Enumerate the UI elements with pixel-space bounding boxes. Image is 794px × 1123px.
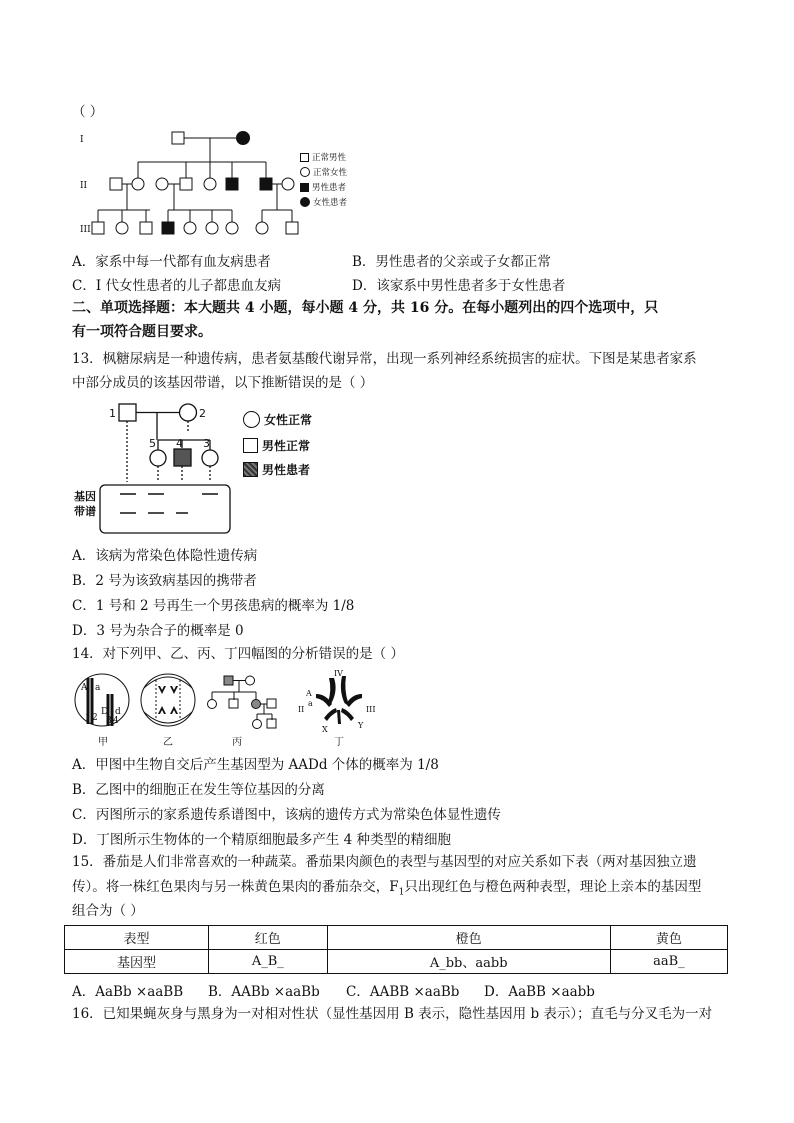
affected-female-icon [300,197,310,207]
table-cell: A_B_ [209,950,328,974]
fig-jia [75,674,129,726]
gen-label-1: I [80,135,84,145]
chromosome-label: a [308,699,313,708]
q14-stem: 14．对下列甲、乙、丙、丁四幅图的分析错误的是（ ） [72,646,404,662]
phenotype-genotype-table [64,925,728,974]
fig-label-bing: 丙 [232,737,242,748]
chromosome-label: III [366,705,376,714]
fig-ding [316,676,362,724]
q14-option-c[interactable]: C．丙图所示的家系遗传系谱图中，该病的遗传方式为常染色体显性遗传 [72,807,501,823]
q12-option-b[interactable]: B．男性患者的父亲或子女都正常 [352,254,551,270]
q13-option-d[interactable]: D．3 号为杂合子的概率是 0 [72,623,244,639]
q12-option-c[interactable]: C．I 代女性患者的儿子都患血友病 [72,278,281,294]
legend-label: 女性正常 [264,413,313,427]
allele-label: a [95,683,101,693]
normal-male-icon [243,438,258,453]
member-number: 3 [203,437,210,450]
q14-option-d[interactable]: D．丁图所示生物体的一个精原细胞最多产生 4 种类型的精细胞 [72,832,451,848]
q15-option-d[interactable]: D．AaBB ×aabb [484,984,595,1000]
subscript: 1 [398,887,405,898]
allele-label: A [81,683,88,693]
legend-label: 女性患者 [313,198,348,208]
normal-female-icon [300,167,310,177]
q13-option-c[interactable]: C．1 号和 2 号再生一个男孩患病的概率为 1/8 [72,598,355,614]
legend-label: 正常男性 [312,153,347,163]
fig-label-yi: 乙 [163,737,173,748]
member-number: 1 [109,407,116,420]
q12-option-a[interactable]: A．家系中每一代都有血友病患者 [72,254,271,270]
chromosome-label: IV [334,669,343,678]
section-heading-line2: 有一项符合题目要求。 [72,324,212,340]
q14-figures [72,668,392,748]
fig-bing [208,676,277,729]
chromosome-label: II [298,705,305,714]
table-cell: A_bb、aabb [327,950,610,974]
fig-label-ding: 丁 [334,737,344,748]
q15-stem-text: 只出现红色与橙色两种表型，理论上亲本的基因型 [404,879,702,895]
allele-label: 4 [113,716,119,726]
member-number: 2 [199,407,206,420]
band-label: 带谱 [74,505,96,518]
member-number: 4 [176,437,183,450]
allele-label: D [101,707,109,717]
q15-stem-line1: 15．番茄是人们非常喜欢的一种蔬菜。番茄果肉颜色的表型与基因型的对应关系如下表（两对基因独立遗 [72,854,697,870]
q13-option-a[interactable]: A．该病为常染色体隐性遗传病 [72,548,258,564]
chromosome-label: X [322,725,328,734]
table-cell: 表型 [65,926,209,950]
chromosome-label: Y [358,721,364,730]
q15-stem-line2 [72,877,701,903]
q14-option-b[interactable]: B．乙图中的细胞正在发生等位基因的分离 [72,782,325,798]
table-row [65,926,728,950]
allele-label: 1 [85,713,91,723]
answer-bracket: （ ） [72,104,104,120]
allele-label: d [115,707,121,717]
fig-label-jia: 甲 [98,737,108,748]
section-heading-line1: 二、单项选择题：本大题共 4 小题，每小题 4 分，共 16 分。在每小题列出的四个选项中，只 [72,300,659,316]
q14-option-a[interactable]: A．甲图中生物自交后产生基因型为 AADd 个体的概率为 1/8 [72,757,439,773]
chromosome-label: A [306,689,312,698]
allele-label: 3 [106,716,112,726]
legend-label: 男性患者 [312,183,347,193]
q15-stem-text: 传）。将一株红色果肉与另一株黄色果肉的番茄杂交，F [72,879,399,895]
q15-option-a[interactable]: A．AaBb ×aaBB [72,984,184,1000]
affected-male-icon [243,462,258,477]
q13-pedigree-band-diagram [72,400,242,536]
q15-stem-line3: 组合为（ ） [72,903,144,919]
gen-label-2: II [80,181,88,191]
table-cell: 基因型 [65,950,209,974]
table-cell: 黄色 [610,926,727,950]
legend-label: 正常女性 [313,168,348,178]
band-label: 基因 [74,490,96,503]
allele-label: 2 [92,713,98,723]
normal-female-icon [243,411,260,428]
q16-stem: 16．已知果蝇灰身与黑身为一对相对性状（显性基因用 B 表示，隐性基因用 b 表示）；直毛与分叉毛为一对 [72,1006,713,1022]
q13-option-b[interactable]: B．2 号为该致病基因的携带者 [72,573,257,589]
fig-yi [141,674,195,726]
q15-option-c[interactable]: C．AABB ×aaBb [346,984,460,1000]
legend-label: 男性正常 [262,439,311,453]
table-cell: 红色 [209,926,328,950]
q13-stem-line1: 13．枫糖尿病是一种遗传病，患者氨基酸代谢异常，出现一系列神经系统损害的症状。下图是某患者家系 [72,351,697,367]
normal-male-icon [300,153,309,162]
q12-option-d[interactable]: D．该家系中男性患者多于女性患者 [352,278,566,294]
legend-label: 男性患者 [262,463,311,477]
affected-male-icon [300,183,309,192]
table-row [65,950,728,974]
q15-option-b[interactable]: B．AABb ×aaBb [208,984,320,1000]
table-cell: 橙色 [327,926,610,950]
member-number: 5 [149,437,156,450]
gen-label-3: III [80,225,91,235]
table-cell: aaB_ [610,950,727,974]
q13-stem-line2: 中部分成员的该基因带谱，以下推断错误的是（ ） [72,375,374,391]
